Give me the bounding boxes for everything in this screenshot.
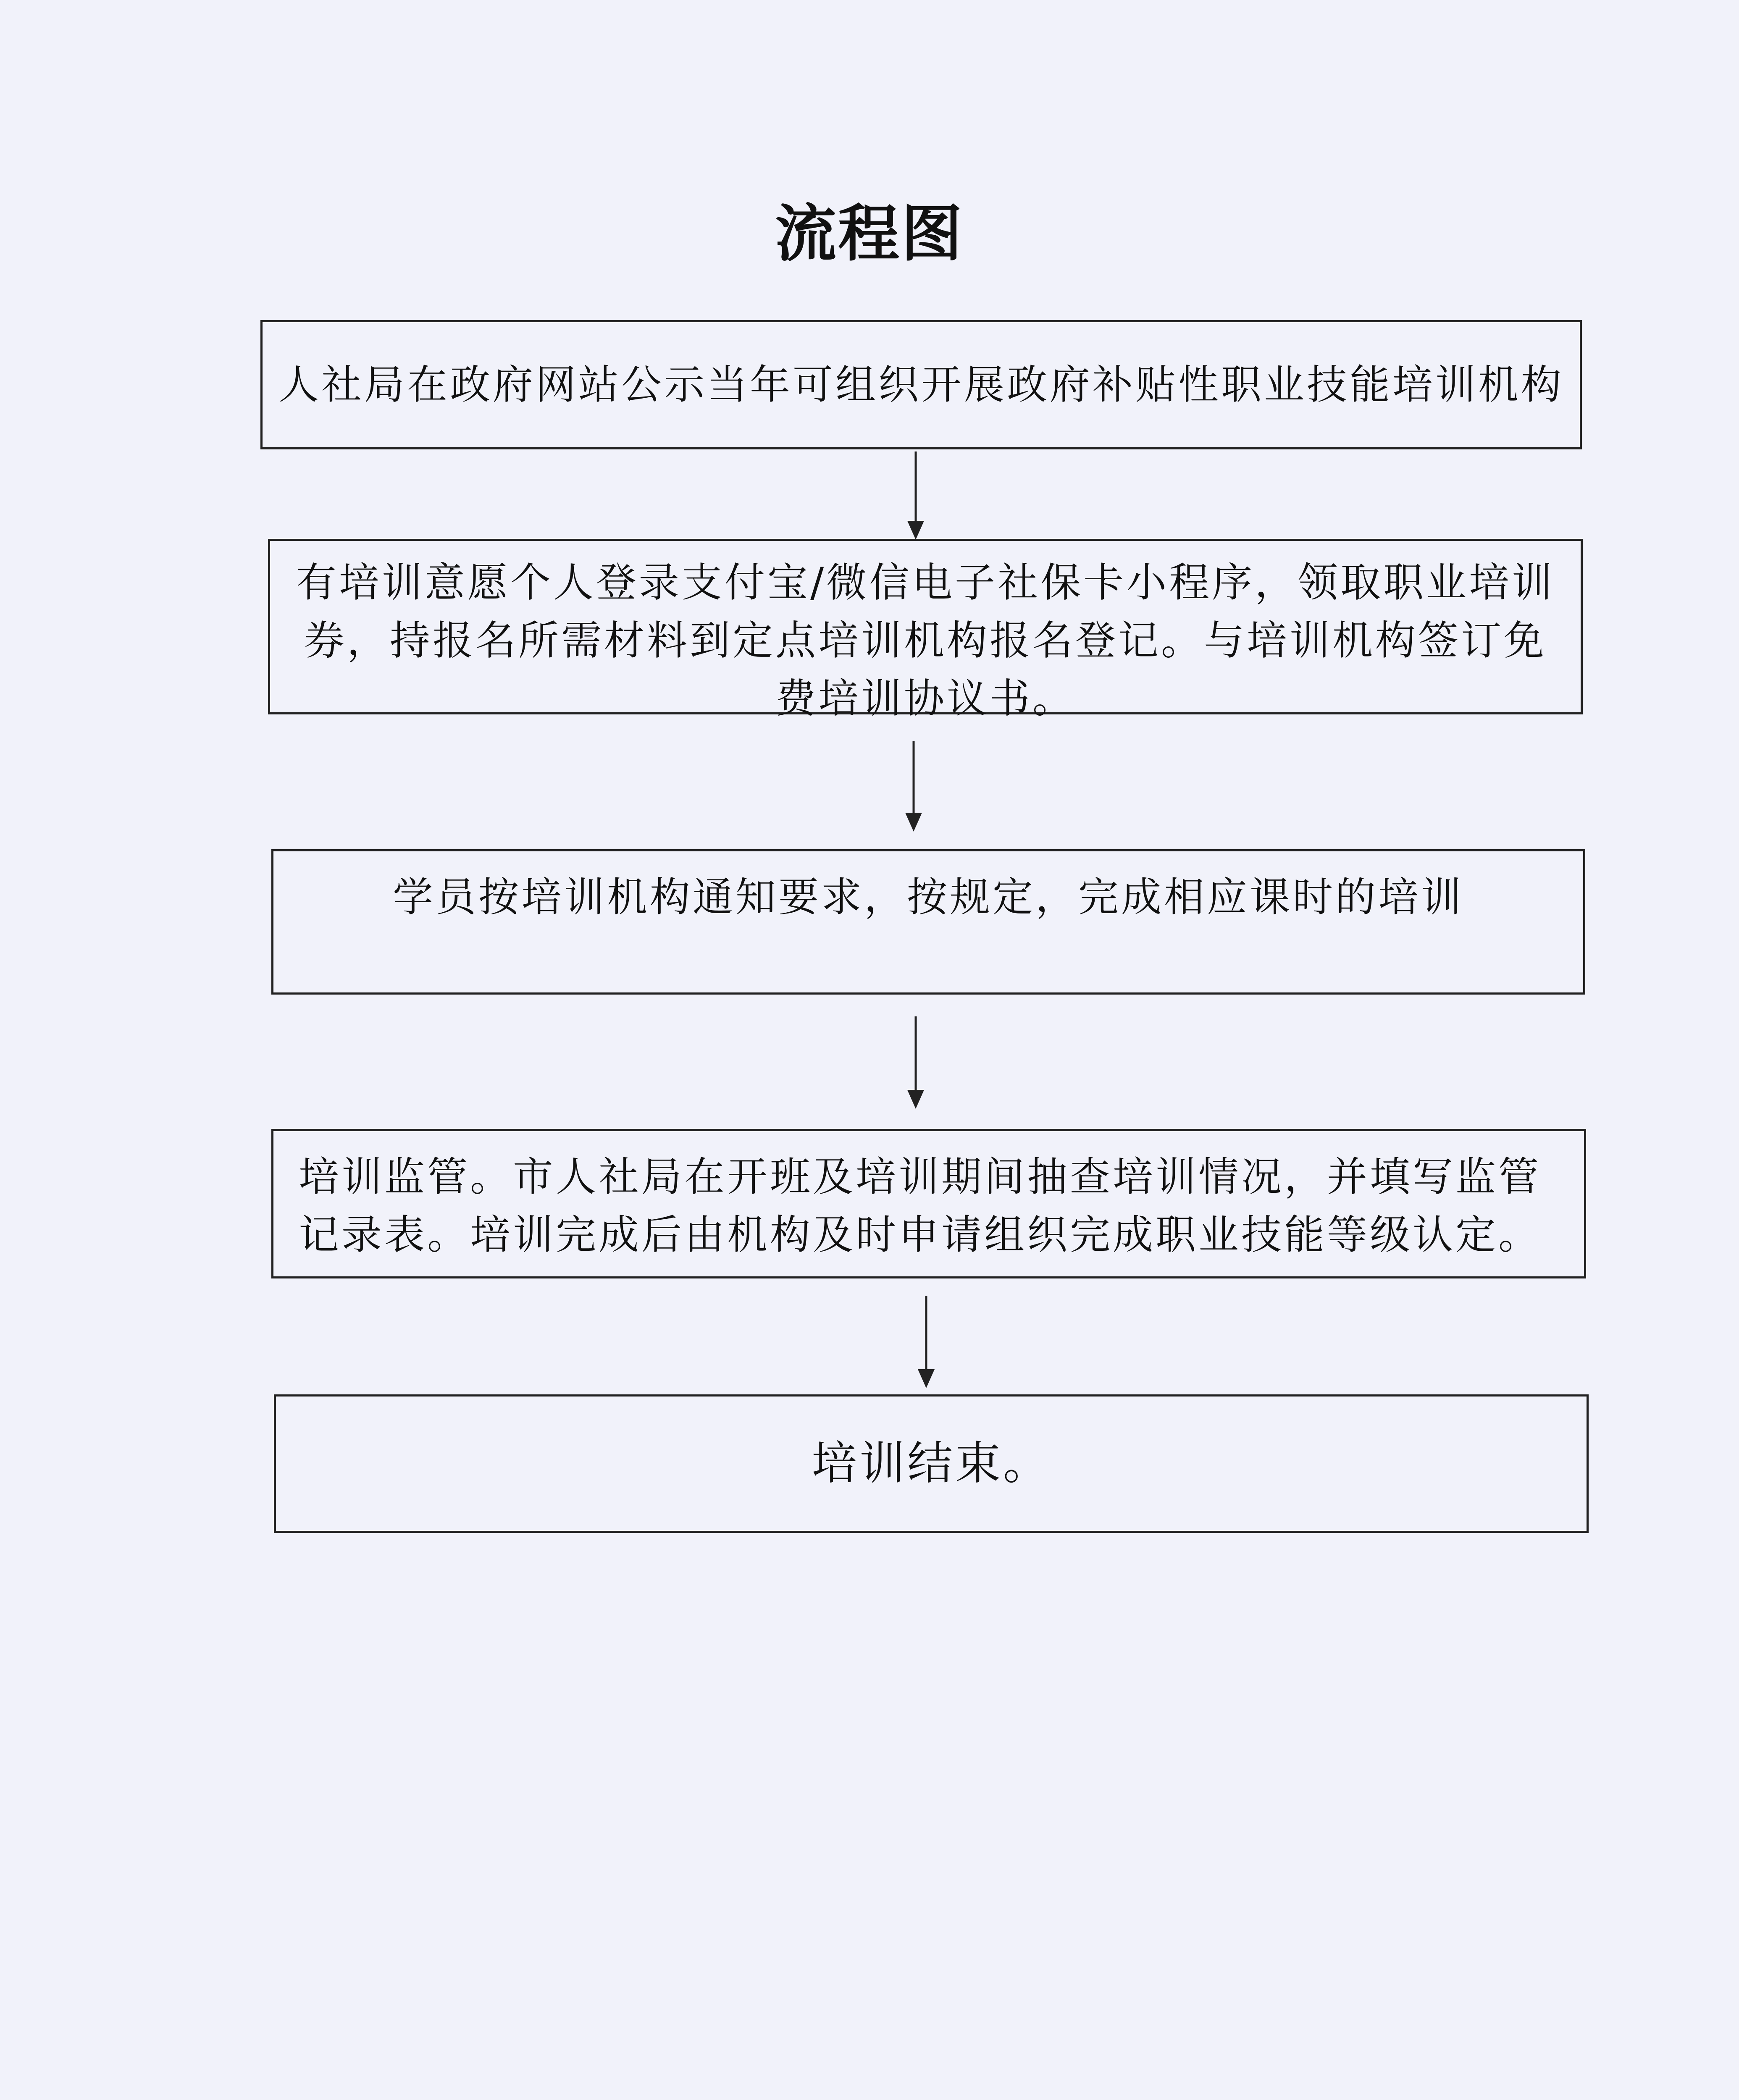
flow-step-text: 人社局在政府网站公示当年可组织开展政府补贴性职业技能培训机构	[278, 361, 1564, 408]
flow-step-publish-institutions	[260, 320, 1582, 449]
flow-arrow-3-icon	[903, 1016, 928, 1111]
flow-step-complete-training	[271, 849, 1585, 995]
flow-step-text: 有培训意愿个人登录支付宝/微信电子社保卡小程序，领取职业培训券，持报名所需材料到定点培训机构报名登记。与培训机构签订免费培训协议书。	[296, 559, 1555, 722]
flow-step-text: 学员按培训机构通知要求，按规定，完成相应课时的培训	[393, 874, 1464, 921]
flow-step-text: 培训监管。市人社局在开班及培训期间抽查培训情况，并填写监管记录表。培训完成后由机构及时申请组织完成职业技能等级认定。	[299, 1153, 1541, 1258]
flow-arrow-4-icon	[914, 1296, 939, 1390]
flow-step-supervision	[271, 1129, 1586, 1278]
flow-arrow-2-icon	[901, 741, 926, 834]
flow-step-register-training	[268, 539, 1583, 722]
flow-arrow-1-icon	[903, 452, 928, 542]
flow-step-text: 培训结束。	[811, 1437, 1051, 1490]
flow-step-training-end	[274, 1394, 1589, 1533]
page-title: 流程图	[775, 198, 964, 270]
